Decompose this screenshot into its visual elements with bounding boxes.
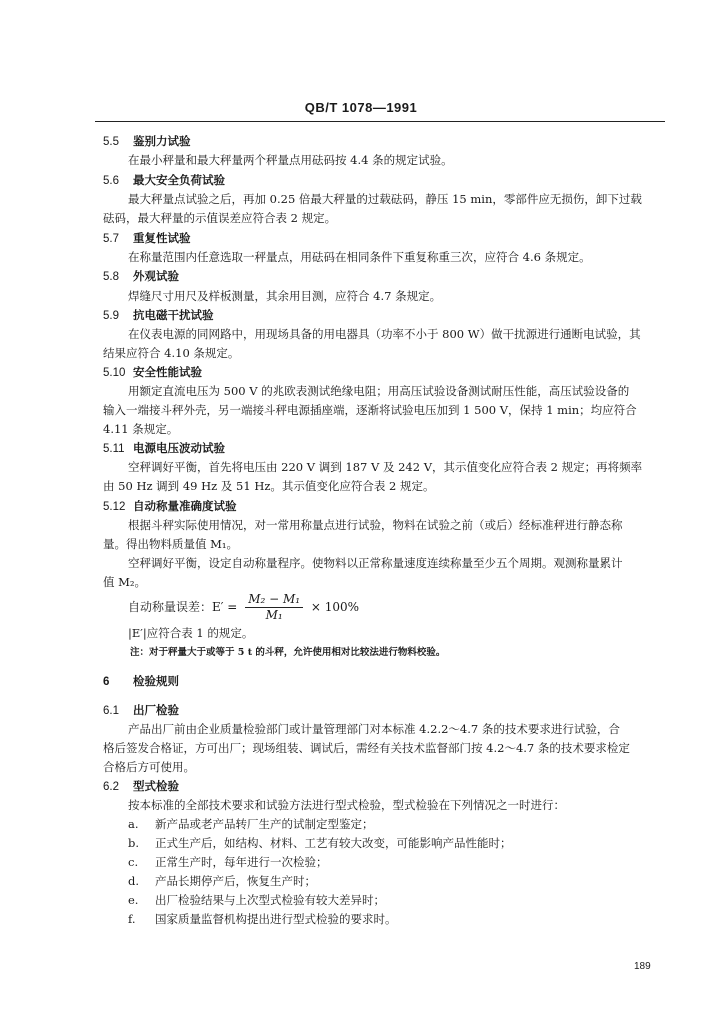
chapter-6-heading: 6 检验规则	[103, 674, 179, 688]
section-5-10-text: 4.11 条规定。	[103, 422, 179, 436]
section-5-7-text: 在称量范围内任意选取一秤量点，用砝码在相同条件下重复称重三次，应符合 4.6 条规定。	[128, 250, 591, 264]
section-5-7-heading: 5.7 重复性试验	[103, 231, 191, 245]
section-5-12-heading: 5.12 自动称量准确度试验	[103, 499, 237, 513]
section-6-2-heading: 6.2 型式检验	[103, 779, 179, 793]
section-5-6-text: 砝码，最大秤量的示值误差应符合表 2 规定。	[103, 211, 337, 225]
section-5-5-text: 在最小秤量和最大秤量两个秤量点用砝码按 4.4 条的规定试验。	[128, 153, 453, 167]
list-item: a. 新产品或老产品转厂生产的试制定型鉴定；	[128, 817, 374, 831]
list-item: b. 正式生产后，如结构、材料、工艺有较大改变，可能影响产品性能时；	[128, 836, 512, 850]
section-6-1-text: 合格后方可使用。	[103, 760, 195, 774]
section-5-11-text: 空秤调好平衡，首先将电压由 220 V 调到 187 V 及 242 V，其示值变化应符合表 2 规定；再将频率	[128, 460, 643, 474]
list-item: d. 产品长期停产后，恢复生产时；	[128, 874, 316, 888]
section-5-8-heading: 5.8 外观试验	[103, 269, 179, 283]
section-6-1-heading: 6.1 出厂检验	[103, 703, 179, 717]
formula-tail: × 100%	[310, 600, 360, 614]
section-6-2-text: 按本标准的全部技术要求和试验方法进行型式检验，型式检验在下列情况之一时进行：	[128, 798, 565, 812]
formula-fraction	[245, 592, 303, 623]
section-6-1-text: 格后签发合格证，方可出厂；现场组装、调试后，需经有关技术监督部门按 4.2～4.7 条的技术要求检定	[103, 741, 630, 755]
auto-weighing-error-formula	[128, 592, 359, 623]
formula-denominator: M₁	[265, 608, 283, 622]
section-5-12-requirement: |E′|应符合表 1 的规定。	[128, 626, 254, 640]
section-5-10-heading: 5.10 安全性能试验	[103, 365, 202, 379]
section-5-9-text: 在仪表电源的同网路中，用现场具备的用电器具（功率不小于 800 W）做干扰源进行通断电试验，其	[128, 327, 641, 341]
section-5-11-text: 由 50 Hz 调到 49 Hz 及 51 Hz。其示值变化应符合表 2 规定。	[103, 479, 435, 493]
section-5-12-text: 值 M₂。	[103, 575, 147, 589]
section-5-12-text: 根据斗秤实际使用情况，对一常用称量点进行试验，物料在试验之前（或后）经标准秤进行静态称	[128, 518, 623, 532]
section-5-5-heading: 5.5 鉴别力试验	[103, 134, 191, 148]
section-5-12-text: 空秤调好平衡，设定自动称量程序。使物料以正常称量速度连续称量至少五个周期。观测称量累计	[128, 556, 623, 570]
section-5-9-text: 结果应符合 4.10 条规定。	[103, 346, 240, 360]
section-5-10-text: 用额定直流电压为 500 V 的兆欧表测试绝缘电阻；用高压试验设备测试耐压性能，高压试验设备的	[128, 384, 630, 398]
section-5-10-text: 输入一端接斗秤外壳，另一端接斗秤电源插座端，逐渐将试验电压加到 1 500 V，保持 1 min；均应符合	[103, 403, 637, 417]
section-5-12-text: 量。得出物料质量值 M₁。	[103, 537, 239, 551]
section-5-8-text: 焊缝尺寸用尺及样板测量，其余用目测，应符合 4.7 条规定。	[128, 289, 442, 303]
section-5-12-note: 注：对于秤量大于或等于 5 t 的斗秤，允许使用相对比较法进行物料校验。	[130, 647, 446, 658]
standard-code-header: QB/T 1078—1991	[304, 100, 418, 115]
section-6-1-text: 产品出厂前由企业质量检验部门或计量管理部门对本标准 4.2.2～4.7 条的技术要求进行试验，合	[128, 722, 620, 736]
list-item: e. 出厂检验结果与上次型式检验有较大差异时；	[128, 893, 385, 907]
header-rule	[95, 121, 665, 122]
page-number: 189	[634, 961, 651, 972]
section-5-9-heading: 5.9 抗电磁干扰试验	[103, 308, 214, 322]
formula-numerator: M₂ − M₁	[245, 592, 303, 608]
list-item: c. 正常生产时，每年进行一次检验；	[128, 855, 328, 869]
formula-label: 自动称量误差：E′ =	[128, 600, 238, 614]
section-5-6-text: 最大秤量点试验之后，再加 0.25 倍最大秤量的过载砝码，静压 15 min，零部件应无损伤，卸下过载	[128, 192, 642, 206]
section-5-6-heading: 5.6 最大安全负荷试验	[103, 173, 225, 187]
list-item: f. 国家质量监督机构提出进行型式检验的要求时。	[128, 912, 397, 926]
section-5-11-heading: 5.11 电源电压波动试验	[103, 441, 225, 455]
